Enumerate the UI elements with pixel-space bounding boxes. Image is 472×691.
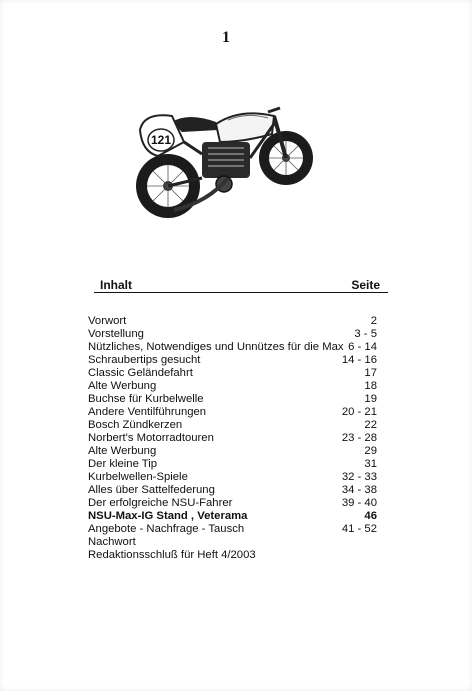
toc-entry-pages: 29 xyxy=(364,445,377,457)
toc-entry-title: Nachwort xyxy=(88,536,136,548)
toc-entry xyxy=(88,315,377,328)
toc-entry-title: Der erfolgreiche NSU-Fahrer xyxy=(88,497,233,509)
toc-entry-pages: 2 xyxy=(370,315,377,327)
toc-entry-pages: 23 - 28 xyxy=(341,432,377,444)
toc-entry-title: Angebote - Nachfrage - Tausch xyxy=(88,523,245,535)
toc-entry-title: Buchse für Kurbelwelle xyxy=(88,393,204,405)
toc-entry-pages: 34 - 38 xyxy=(341,484,377,496)
page-number: 1 xyxy=(222,29,230,46)
toc-entry-pages: 31 xyxy=(364,458,377,470)
toc-entry xyxy=(88,419,377,432)
toc-entry xyxy=(88,536,377,549)
toc-entry xyxy=(88,354,377,367)
toc-entry-title: NSU-Max-IG Stand , Veterama xyxy=(88,510,248,522)
toc-entry-pages: 41 - 52 xyxy=(341,523,377,535)
toc-entry-pages: 3 - 5 xyxy=(354,328,377,340)
toc-entry xyxy=(88,393,377,406)
toc-entry-pages: 39 - 40 xyxy=(341,497,377,509)
toc-entry-title: Der kleine Tip xyxy=(88,458,158,470)
toc-entry xyxy=(88,458,377,471)
toc-entry xyxy=(88,471,377,484)
toc-entry-pages: 14 - 16 xyxy=(341,354,377,366)
toc-entry-title: Kurbelwellen-Spiele xyxy=(88,471,188,483)
toc-entry xyxy=(88,328,377,341)
toc-heading-contents: Inhalt xyxy=(100,278,132,292)
toc-entry xyxy=(88,380,377,393)
toc-entry-title: Alte Werbung xyxy=(88,445,157,457)
toc-entry-title: Alles über Sattelfederung xyxy=(88,484,215,496)
toc-entry-pages: 6 - 14 xyxy=(348,341,377,353)
toc-entry-pages: 17 xyxy=(364,367,377,379)
toc-entry-title: Andere Ventilführungen xyxy=(88,406,207,418)
toc-entry-title: Schraubertips gesucht xyxy=(88,354,201,366)
toc-entry xyxy=(88,523,377,536)
toc-entry-pages: 19 xyxy=(364,393,377,405)
toc-entry-title: Redaktionsschluß für Heft 4/2003 xyxy=(88,549,256,561)
motorcycle-illustration xyxy=(128,98,316,226)
toc-entry xyxy=(88,497,377,510)
toc-entry-title: Vorwort xyxy=(88,315,127,327)
toc-entry-pages: 32 - 33 xyxy=(341,471,377,483)
toc-entry xyxy=(88,406,377,419)
toc-heading-page: Seite xyxy=(351,278,380,292)
toc-entry xyxy=(88,367,377,380)
toc-entry xyxy=(88,341,377,354)
race-number-plate: 121 xyxy=(150,133,172,147)
toc-entry xyxy=(88,445,377,458)
toc-entry-pages: 20 - 21 xyxy=(341,406,377,418)
toc-entry-title: Alte Werbung xyxy=(88,380,157,392)
toc-entry xyxy=(88,549,377,562)
toc-entry-pages: 46 xyxy=(364,510,377,522)
toc-entry xyxy=(88,432,377,445)
toc-entry-pages: 22 xyxy=(364,419,377,431)
toc-entry-title: Classic Geländefahrt xyxy=(88,367,193,379)
toc-entry-highlighted xyxy=(88,510,377,523)
toc-header xyxy=(94,276,388,293)
toc-entry-title: Vorstellung xyxy=(88,328,144,340)
toc-entry xyxy=(88,484,377,497)
toc-entry-title: Bosch Zündkerzen xyxy=(88,419,183,431)
toc-entry-pages: 18 xyxy=(364,380,377,392)
table-of-contents xyxy=(88,315,377,562)
toc-entry-title: Nützliches, Notwendiges und Unnützes für die Max xyxy=(88,341,344,353)
toc-entry-title: Norbert's Motorradtouren xyxy=(88,432,214,444)
